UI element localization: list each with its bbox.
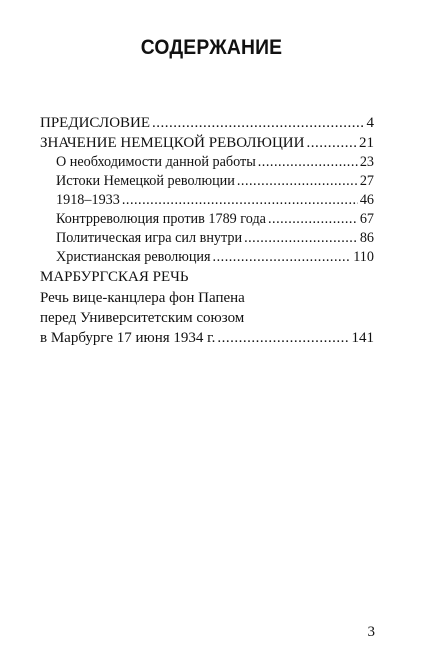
toc-entry-page: 46 [359, 192, 374, 208]
toc-entry-label: ПРЕДИСЛОВИЕ [40, 115, 151, 131]
dot-leader [213, 248, 352, 267]
toc-entry-label: ЗНАЧЕНИЕ НЕМЕЦКОЙ РЕВОЛЮЦИИ [40, 135, 305, 151]
toc-speech-line-1: Речь вице-канцлера фон Папена [40, 290, 245, 306]
toc-entry-label: Контрреволюция против 1789 года [56, 211, 266, 227]
dot-leader [152, 113, 364, 133]
dot-leader [122, 191, 358, 210]
toc-entry-page: 23 [359, 154, 374, 170]
dot-leader [268, 210, 358, 229]
page-number: 3 [367, 624, 375, 640]
toc-entry-page: 27 [359, 173, 374, 189]
toc-entry-page: 67 [359, 211, 374, 227]
toc-entry-label: Истоки Немецкой революции [56, 173, 235, 189]
dot-leader [217, 328, 349, 348]
table-of-contents [40, 113, 374, 348]
toc-subentry[interactable] [40, 172, 374, 191]
toc-entry-preface[interactable] [40, 113, 374, 133]
toc-entry-page: 110 [353, 249, 374, 265]
toc-entry-page: 86 [359, 230, 374, 246]
toc-subentry[interactable] [40, 210, 374, 229]
toc-entry-page: 4 [366, 115, 374, 131]
dot-leader [306, 133, 357, 153]
toc-entry-marburg[interactable]: МАРБУРГСКАЯ РЕЧЬ [40, 269, 189, 285]
dot-leader [258, 153, 358, 172]
dot-leader [244, 229, 358, 248]
toc-entry-speech[interactable] [40, 328, 374, 348]
dot-leader [237, 172, 358, 191]
toc-entry-label: Христианская революция [56, 249, 211, 265]
toc-subentry[interactable] [40, 248, 374, 267]
page-title: СОДЕРЖАНИЕ [140, 36, 283, 59]
toc-speech-line-2: перед Университетским союзом [40, 310, 245, 326]
toc-entry-revolution[interactable] [40, 133, 374, 153]
toc-entry-label: Политическая игра сил внутри [56, 230, 243, 246]
toc-subentry[interactable] [40, 191, 374, 210]
toc-entry-label: в Марбурге 17 июня 1934 г. [40, 330, 216, 346]
toc-entry-page: 21 [359, 135, 374, 151]
toc-entry-page: 141 [351, 330, 374, 346]
toc-entry-label: 1918–1933 [56, 192, 120, 208]
toc-entry-label: О необходимости данной работы [56, 154, 256, 170]
toc-subentry[interactable] [40, 153, 374, 172]
toc-subentry[interactable] [40, 229, 374, 248]
